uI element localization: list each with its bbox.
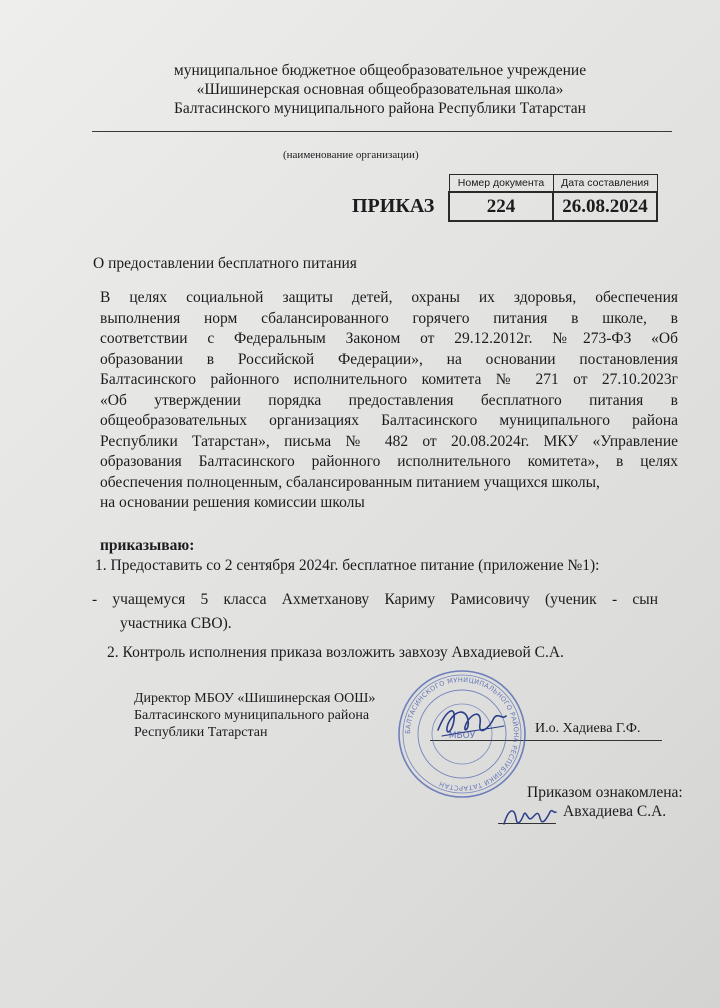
position-line: Директор МБОУ «Шишинерская ООШ»	[134, 691, 376, 706]
org-name-line-1: муниципальное бюджетное общеобразовательное учреждение	[173, 62, 587, 79]
order-subject: О предоставлении бесплатного питания	[93, 255, 357, 272]
preamble-line: «Об утверждении порядка предоставления бесплатного питания в	[100, 391, 678, 409]
order-title: ПРИКАЗ	[352, 195, 435, 217]
preamble-line: выполнения норм сбалансированного горячего питания в школе, в	[100, 309, 678, 327]
order-item-1-sub-line-2: участника СВО).	[120, 615, 232, 632]
signatory-name: И.о. Хадиева Г.Ф.	[535, 721, 641, 736]
orders-heading: приказываю:	[100, 537, 195, 554]
stamp-center-text: МБОУ	[448, 731, 476, 741]
signatory-position	[134, 690, 375, 741]
order-item-2: 2. Контроль исполнения приказа возложить завхозу Авхадиевой С.А.	[107, 644, 564, 661]
header-divider	[92, 131, 672, 132]
preamble-line: образования Балтасинского районного исполнительного комитета», в целях	[100, 453, 678, 470]
preamble-line: В целях социальной защиты детей, охраны их здоровья, обеспечения	[100, 289, 678, 306]
preamble-line: общеобразовательных организациях Балтасинского муниципального района	[100, 412, 678, 429]
stamp-outer-text: БАЛТАСИНСКОГО МУНИЦИПАЛЬНОГО РАЙОНА РЕСПУБЛИКИ ТАТАРСТАН	[403, 675, 521, 793]
org-name-line-3: Балтасинского муниципального района Республики Татарстан	[174, 100, 586, 117]
preamble-line: образовании в Российской Федерации», на основании постановления	[100, 350, 678, 368]
preamble	[100, 288, 678, 514]
order-item-1-sub-line-1: - учащемуся 5 класса Ахметханову Кариму Рамисовичу (ученик - сын	[92, 591, 658, 608]
preamble-line: на основании решения комиссии школы	[100, 494, 365, 511]
position-line: Балтасинского муниципального района	[134, 708, 370, 723]
doc-number-value: 224	[449, 192, 553, 221]
acknowledgement-signature	[500, 800, 560, 832]
org-caption: (наименование организации)	[283, 149, 419, 161]
preamble-line: Балтасинского районного исполнительного комитета № 271 от 27.10.2023г	[100, 371, 678, 388]
preamble-line: обеспечения полноценным, сбалансированным питанием учащихся школы,	[100, 473, 600, 491]
org-name-line-2: «Шишинерская основная общеобразовательная школа»	[196, 81, 564, 98]
order-item-1: 1. Предоставить со 2 сентября 2024г. бесплатное питание (приложение №1):	[95, 557, 600, 574]
date-value: 26.08.2024	[553, 192, 657, 221]
position-line: Республики Татарстан	[134, 725, 268, 740]
acknowledgement-label: Приказом ознакомлена:	[527, 784, 683, 801]
date-label: Дата составления	[553, 175, 657, 193]
preamble-line: Республики Татарстан», письма № 482 от 20.08.2024г. МКУ «Управление	[100, 432, 678, 450]
doc-info-table	[448, 174, 658, 222]
director-signature	[432, 690, 512, 748]
acknowledgement-name: Авхадиева С.А.	[563, 803, 667, 820]
preamble-line: соответствии с Федеральным Законом от 29.12.2012г. №273-ФЗ «Об	[100, 330, 678, 347]
doc-number-label: Номер документа	[449, 175, 553, 193]
